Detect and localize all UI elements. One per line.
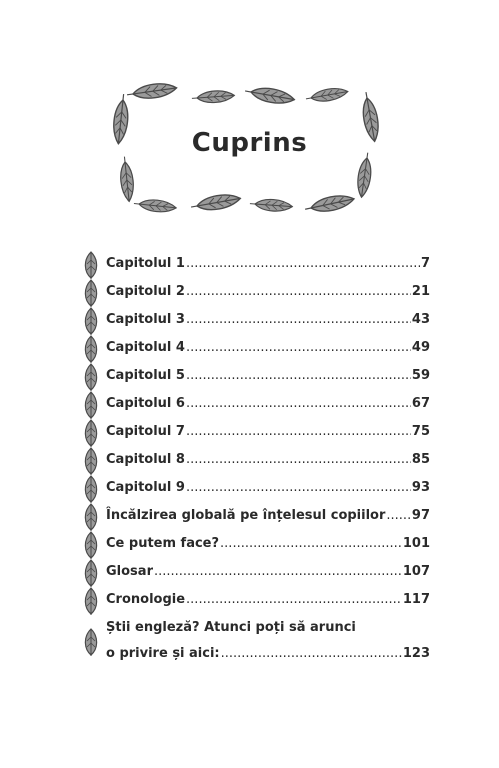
- toc-entry-page: 59: [411, 368, 430, 383]
- leaf-icon: [80, 418, 102, 448]
- toc-leader-dots: [186, 452, 411, 467]
- toc-entry-page: 101: [402, 536, 430, 551]
- frame-leaf-left-2: [118, 156, 135, 202]
- toc-entry-label: Capitolul 3: [106, 312, 185, 327]
- toc-leader-dots: [186, 592, 402, 607]
- toc-entry[interactable]: [80, 504, 430, 532]
- toc-entry-label: Capitolul 7: [106, 424, 185, 439]
- toc-leader-dots: [221, 646, 402, 661]
- toc-leader-dots: [186, 256, 420, 271]
- toc-leader-dots: [186, 396, 411, 411]
- leaf-icon: [80, 278, 102, 308]
- leaf-icon: [80, 390, 102, 420]
- frame-leaf-bottom-2: [190, 192, 242, 214]
- toc-entry-page: 97: [411, 508, 430, 523]
- toc-entry[interactable]: [80, 448, 430, 476]
- toc-entry-label-line1: Știi engleză? Atunci poți să arunci: [106, 620, 356, 635]
- leaf-icon: [80, 334, 102, 364]
- toc-entry-label: Ce putem face?: [106, 536, 220, 551]
- toc-entry-page: 123: [402, 646, 430, 661]
- toc-entry-page: 117: [402, 592, 430, 607]
- toc-entry-label: Capitolul 9: [106, 480, 185, 495]
- toc-entry-label: Capitolul 1: [106, 256, 185, 271]
- toc-entry-page: 49: [411, 340, 430, 355]
- toc-leader-dots: [386, 508, 411, 523]
- toc-entry-label: Încălzirea globală pe înțelesul copiilor: [106, 508, 386, 523]
- toc-entry-label: Capitolul 2: [106, 284, 185, 299]
- leaf-icon: [80, 530, 102, 560]
- toc-leader-dots: [186, 312, 411, 327]
- table-of-contents: [80, 252, 430, 672]
- toc-entry-page: 7: [420, 256, 430, 271]
- toc-entry-label: Capitolul 6: [106, 396, 185, 411]
- leaf-icon: [80, 586, 102, 616]
- leaf-icon: [80, 502, 102, 532]
- toc-entry[interactable]: [80, 476, 430, 504]
- frame-leaf-bottom-1: [133, 198, 176, 214]
- toc-entry[interactable]: [80, 420, 430, 448]
- toc-entry-label: o privire și aici:: [106, 646, 220, 661]
- toc-entry[interactable]: [80, 336, 430, 364]
- leaf-icon: [80, 624, 102, 660]
- toc-entry-label: Glosar: [106, 564, 153, 579]
- leaf-icon: [80, 306, 102, 336]
- frame-leaf-top-3: [244, 84, 296, 106]
- leaf-icon: [80, 474, 102, 504]
- toc-entry-page: 43: [411, 312, 430, 327]
- toc-entry-label: Capitolul 4: [106, 340, 185, 355]
- toc-leader-dots: [186, 368, 411, 383]
- toc-entry[interactable]: [80, 532, 430, 560]
- toc-leader-dots: [186, 340, 411, 355]
- leaf-icon: [80, 446, 102, 476]
- toc-entry[interactable]: [80, 280, 430, 308]
- frame-leaf-right-2: [355, 152, 373, 198]
- toc-entry[interactable]: [80, 392, 430, 420]
- toc-entry-page: 21: [411, 284, 430, 299]
- frame-leaf-top-2: [192, 90, 235, 104]
- leaf-icon: [80, 362, 102, 392]
- toc-entry-label: Capitolul 8: [106, 452, 185, 467]
- toc-entry-page: 67: [411, 396, 430, 411]
- toc-entry[interactable]: [80, 364, 430, 392]
- toc-entry[interactable]: [80, 308, 430, 336]
- toc-entry-page: 75: [411, 424, 430, 439]
- toc-entry-label: Capitolul 5: [106, 368, 185, 383]
- page-title: Cuprins: [191, 128, 308, 158]
- toc-leader-dots: [186, 424, 411, 439]
- frame-leaf-bottom-4: [304, 192, 356, 216]
- toc-entry[interactable]: [80, 616, 430, 672]
- toc-entry-page: 93: [411, 480, 430, 495]
- toc-entry[interactable]: [80, 252, 430, 280]
- frame-leaf-bottom-3: [250, 198, 293, 212]
- leaf-icon: [80, 250, 102, 280]
- leaf-icon: [80, 558, 102, 588]
- toc-entry-label: Cronologie: [106, 592, 186, 607]
- frame-leaf-top-4: [305, 86, 349, 105]
- toc-leader-dots: [186, 284, 411, 299]
- toc-entry-page: 107: [402, 564, 430, 579]
- toc-leader-dots: [220, 536, 402, 551]
- frame-leaf-top-1: [126, 82, 177, 102]
- toc-entry[interactable]: [80, 560, 430, 588]
- toc-entry-page: 85: [411, 452, 430, 467]
- toc-leader-dots: [154, 564, 402, 579]
- toc-leader-dots: [186, 480, 411, 495]
- toc-entry[interactable]: [80, 588, 430, 616]
